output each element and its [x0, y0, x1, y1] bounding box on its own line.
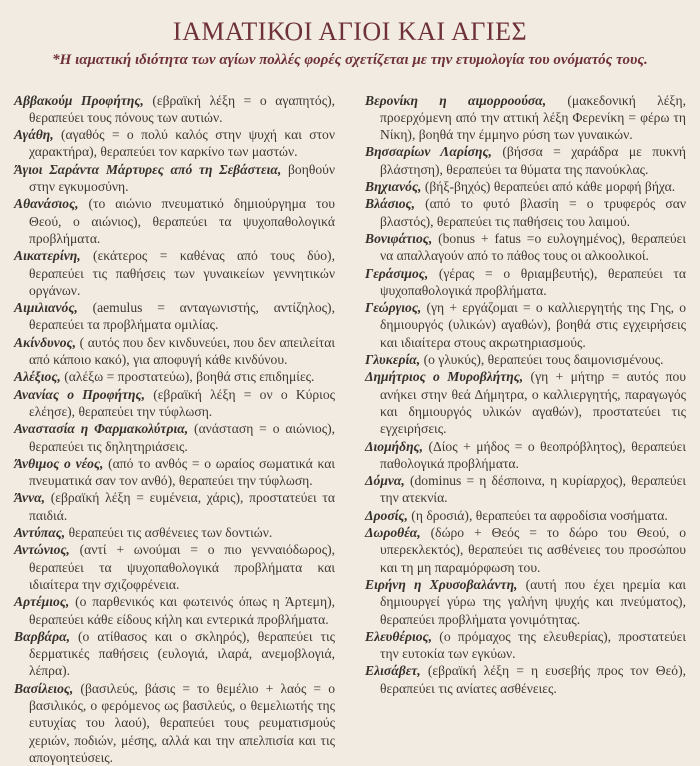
saint-description: (μακεδονική λέξη, προερχόμενη από την αττική λέξη Φερενίκη = φέρω τη Νίκη), βοηθά την έμμηνο ρύση των γυναικών.	[380, 92, 686, 143]
saint-description: ( αυτός που δεν κινδυνεύει, που δεν απειλείται από κάποιο κακό), για αποφυγή κάθε κινδύνου.	[29, 334, 335, 368]
saint-entry	[365, 576, 686, 628]
saint-name: Βερονίκη η αιμορροούσα,	[365, 92, 547, 108]
saint-description: (ανάσταση = ο αιώνιος), θεραπεύει τις δηλητηριάσεις.	[29, 421, 335, 454]
saint-description: (εβραϊκή λέξη = ο αγαπητός), θεραπεύει τους πόνους των αυτιών.	[29, 92, 336, 125]
saint-name: Αντώνιος,	[14, 542, 70, 558]
saint-description: (ο πρόμαχος της ελευθερίας), προστατεύει την ευτοκία των εγκύων.	[380, 628, 686, 662]
two-column-layout	[14, 92, 686, 766]
saint-description: (η δροσιά), θεραπεύει τα αφροδίσια νοσήματα.	[407, 507, 668, 523]
saint-name: Δροσίς,	[365, 507, 408, 523]
saint-description: (εβραϊκή λέξη = η ευσεβής προς τον Θεό), θεραπεύει τις ανίατες ασθένειες.	[380, 663, 686, 696]
saint-description: (dominus = η δέσποινα, η κυρίαρχος), θεραπεύει την ατεκνία.	[380, 473, 686, 506]
saint-entry	[14, 299, 335, 334]
saint-entry	[14, 247, 335, 299]
saint-description: (γη + εργάζομαι = ο καλλιεργητής της Γης, ο δημιουργός (υλικών) αγαθών), βοηθά στις εγχειρήσεις και ιδιαίτερα στους ακρωτηριασμούς.	[380, 300, 686, 350]
saint-name: Αναστασία η Φαρμακολύτρια,	[14, 421, 189, 437]
saint-description: θεραπεύει τις ασθένειες των δοντιών.	[65, 525, 273, 541]
saint-entry	[365, 438, 686, 473]
saint-name: Δωροθέα,	[365, 525, 421, 541]
saint-entry	[14, 368, 335, 385]
page-subtitle: *Η ιαματική ιδιότητα των αγίων πολλές φορές σχετίζεται με την ετυμολογία του ονόματός τους.	[52, 51, 648, 68]
saint-entry	[365, 178, 686, 195]
saint-description: (αγαθός = ο πολύ καλός στην ψυχή και στον χαρακτήρα), θεραπεύει τον καρκίνο των μαστών.	[29, 127, 335, 160]
saint-name: Γεράσιμος,	[365, 265, 429, 281]
saint-name: Γλυκερία,	[365, 352, 421, 368]
saint-entry	[365, 524, 686, 576]
saint-description: (αλέξω = προστατεύω), βοηθά στις επιδημίες.	[60, 369, 315, 385]
saint-name: Ελισάβετ,	[365, 663, 421, 679]
saint-description: (Δίος + μήδος = ο θεοπρόβλητος), θεραπεύει παθολογικά προβλήματα.	[380, 438, 686, 471]
saint-entry	[365, 351, 686, 368]
saint-entry	[14, 489, 335, 524]
saint-name: Ελευθέριος,	[365, 628, 432, 644]
saint-description: (aemulus = ανταγωνιστής, αντίζηλος), θεραπεύει τα προβλήματα ομιλίας.	[29, 300, 335, 333]
saint-entry	[14, 386, 335, 421]
saint-name: Αββακούμ Προφήτης,	[14, 92, 144, 108]
saint-entry	[365, 230, 686, 265]
saint-entry	[14, 455, 335, 490]
saint-name: Βαρβάρα,	[14, 628, 70, 644]
saint-entry	[365, 628, 686, 663]
saint-description: (εβραϊκή λέξη = ευμένεια, χάρις), προστατεύει τα παιδιά.	[29, 490, 335, 523]
saint-description: (ο ατίθασος και ο σκληρός), θεραπεύει τις δερματικές παθήσεις (ευλογιά, ιλαρά, ανεμοβλογιά, λέπρα).	[29, 628, 335, 679]
saint-description: (από το ανθός = ο ωραίος σωματικά και πνευματικά σαν τον ανθό), θεραπεύει την τύφλωση.	[29, 455, 335, 489]
saint-entry	[14, 628, 335, 680]
saint-name: Αιμιλιανός,	[14, 300, 78, 316]
saint-description: (εκάτερος = καθένας από τους δύο), θεραπεύει τις παθήσεις των γυναικείων γεννητικών οργάνων.	[29, 248, 335, 298]
saint-name: Δόμνα,	[365, 473, 405, 489]
saint-entry	[365, 195, 686, 230]
saint-entry	[14, 541, 335, 593]
saint-entry	[14, 680, 335, 766]
saint-name: Αρτέμιος,	[14, 594, 70, 610]
saint-description: (γέρας = ο θριαμβευτής), θεραπεύει τα ψυχοπαθολογικά προβλήματα.	[380, 265, 686, 298]
saint-entry	[365, 368, 686, 437]
saint-entry	[365, 662, 686, 697]
saint-description: (βήσσα = χαράδρα με πυκνή βλάστηση), θεραπεύει τα θύματα της πανούκλας.	[380, 144, 686, 177]
saint-entry	[14, 334, 335, 369]
saint-entry	[14, 524, 335, 541]
right-column	[365, 92, 686, 766]
saint-description: (βασιλεύς, βάσις = το θεμέλιο + λαός = ο βασιλικός, ο φερόμενος ως βασιλεύς, ο θεμελιωτής της ευτυχίας του λαού), θεραπεύει τους ρευματισμούς χεριών, ποδιών, μέσης, αλλά και την απελπισία και τις απογοητεύσεις.	[29, 680, 335, 765]
saint-name: Αντύπας,	[14, 525, 66, 541]
saint-entry	[14, 126, 335, 161]
saint-name: Βονιφάτιος,	[365, 230, 433, 246]
saint-name: Βλάσιος,	[365, 196, 415, 212]
saint-entry	[14, 420, 335, 455]
left-column	[14, 92, 335, 766]
saint-name: Διομήδης,	[365, 438, 423, 454]
saint-name: Δημήτριος ο Μυροβλήτης,	[365, 369, 524, 385]
saint-entry	[14, 92, 335, 127]
saint-name: Βησσαρίων Λαρίσης,	[365, 144, 492, 160]
saint-name: Βηχιανός,	[365, 179, 422, 195]
saint-description: (ο παρθενικός και φωτεινός όπως η Άρτεμη), θεραπεύει κάθε είδους κήλη και εντερικά προβλήματα.	[29, 594, 335, 627]
saint-description: (αντί + ωνούμαι = ο πιο γενναιόδωρος), θεραπεύει τα ψυχοπαθολογικά προβλήματα και ιδιαίτερα την σχιζοφρένεια.	[29, 542, 335, 592]
saint-description: (ο γλυκύς), θεραπεύει τους δαιμονισμένους.	[420, 352, 664, 368]
saint-description: (δώρο + Θεός = το δώρο του Θεού, ο υπερεκλεκτός), θεραπεύει τις ασθένειες του προσώπου και τη μη παραμόρφωση του.	[380, 525, 686, 575]
saint-description: (το αιώνιο πνευματικό δημιούργημα του Θεού, ο αιώνιος), θεραπεύει τα ψυχοπαθολογικά προβλήματα.	[29, 196, 335, 246]
saint-entry	[14, 195, 335, 247]
saint-name: Ειρήνη η Χρυσοβαλάντη,	[365, 576, 518, 592]
saint-description: βοηθούν στην εγκυμοσύνη.	[29, 161, 336, 195]
saint-name: Αλέξιος,	[14, 369, 61, 385]
saint-entry	[365, 143, 686, 178]
saint-description: (γη + μήτηρ = αυτός που ανήκει στην θεά Δήμητρα, ο καλλιεργητής, παραγωγός και δημιουργός υλικών αγαθών), προστατεύει τις εγχειρήσεις.	[380, 369, 686, 437]
saint-description: (bonus + fatus =ο ευλογημένος), θεραπεύει να απαλλαγούν από το πάθος τους οι αλκοολικοί.	[380, 230, 686, 264]
saint-name: Γεώργιος,	[365, 300, 422, 316]
saint-description: (βήξ-βηχός) θεραπεύει από κάθε μορφή βήχα.	[421, 179, 676, 195]
saint-entry	[14, 593, 335, 628]
saint-entry	[14, 161, 335, 196]
saint-name: Άνθιμος ο νέος,	[14, 455, 104, 471]
saint-description: (από το φυτό βλασίη = ο τρυφερός σαν βλαστός), θεραπεύει τις παθήσεις του λαιμού.	[380, 196, 686, 229]
saint-name: Ακίνδυνος,	[14, 334, 76, 350]
saint-entry	[365, 92, 686, 144]
saint-entry	[365, 265, 686, 300]
page-title: ΙΑΜΑΤΙΚΟΙ ΑΓΙΟΙ ΚΑΙ ΑΓΙΕΣ	[172, 17, 528, 46]
saint-entry	[365, 507, 686, 524]
saint-name: Αγάθη,	[14, 127, 54, 143]
saint-description: (εβραϊκή λέξη = ον ο Κύριος ελέησε), θεραπεύει την τύφλωση.	[29, 386, 336, 419]
saint-name: Αθανάσιος,	[14, 196, 79, 212]
saint-name: Βασίλειος,	[14, 680, 74, 696]
saint-name: Αικατερίνη,	[14, 248, 81, 264]
saint-entry	[365, 299, 686, 351]
saint-name: Ανανίας ο Προφήτης,	[14, 386, 145, 402]
saint-name: Άγιοι Σαράντα Μάρτυρες από τη Σεβάστεια,	[14, 161, 282, 177]
saint-name: Άννα,	[14, 490, 46, 506]
saint-description: (αυτή που έχει ηρεμία και δημιουργεί γύρω της γαλήνη ψυχής και πνεύματος), θεραπεύει προβλήματα γονιμότητας.	[380, 576, 687, 627]
saint-entry	[365, 472, 686, 507]
